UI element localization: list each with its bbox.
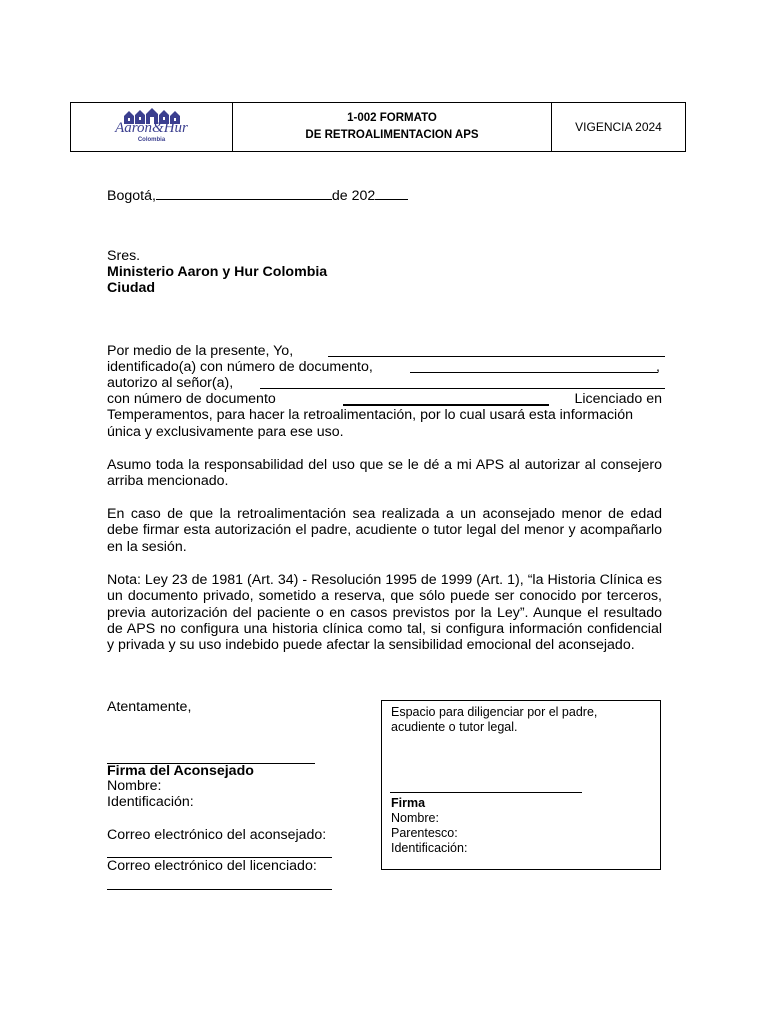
licenciado-name-blank[interactable] xyxy=(260,388,665,389)
guardian-parentesco-label: Parentesco: xyxy=(391,826,458,840)
name-blank[interactable] xyxy=(328,356,665,357)
recipient-sres: Sres. xyxy=(107,248,141,264)
consent-line-4a: con número de documento xyxy=(107,391,276,407)
date-city: Bogotá, xyxy=(107,188,156,204)
date-line xyxy=(107,187,408,204)
guardian-box xyxy=(381,700,661,870)
nota-paragraph: Nota: Ley 23 de 1981 (Art. 34) - Resolución 1995 de 1999 (Art. 1), “la Historia Clínica es un documento privado, sometido a reserva, que sólo puede ser conocido por terceros, previa autorización del paciente o en casos previstos por la Ley”. Aunque el resultado de APS no configura una historia clínica como tal, si configura información confidencial y privada y su uso indebido puede afectar la sensibilidad emocional del aconsejado. xyxy=(107,572,662,654)
menor-paragraph: En caso de que la retroalimentación sea realizada a un aconsejado menor de edad debe firmar esta autorización el padre, acudiente o tutor legal del menor y acompañarlo en la sesión. xyxy=(107,506,662,555)
consent-line-1: Por medio de la presente, Yo, xyxy=(107,343,294,359)
firma-aconsejado-label: Firma del Aconsejado xyxy=(107,763,254,779)
form-code: 1-002 FORMATO xyxy=(347,112,437,124)
recipient-city: Ciudad xyxy=(107,280,156,296)
logo xyxy=(102,106,202,148)
correo-aconsejado-label: Correo electrónico del aconsejado: xyxy=(107,827,327,843)
nombre-label: Nombre: xyxy=(107,778,162,794)
guardian-identificacion-label: Identificación: xyxy=(391,841,468,855)
logo-text: Aaron&Hur xyxy=(115,120,188,136)
form-name: DE RETROALIMENTACION APS xyxy=(305,129,479,141)
logo-cell xyxy=(71,103,233,151)
consent-line-2: identificado(a) con número de documento, xyxy=(107,359,373,375)
consent-line-5: Temperamentos, para hacer la retroalimentación, por lo cual usará esta información xyxy=(107,407,633,423)
logo-subtitle: Colombia xyxy=(137,137,166,143)
consent-line-3: autorizo al señor(a), xyxy=(107,375,234,391)
date-mid: de 202 xyxy=(331,188,376,204)
document-header xyxy=(70,102,686,152)
date-day-blank[interactable] xyxy=(156,187,332,200)
licenciado-document-blank[interactable] xyxy=(343,404,549,406)
responsabilidad-paragraph: Asumo toda la responsabilidad del uso que se le dé a mi APS al autorizar al consejero arriba mencionado. xyxy=(107,457,662,490)
recipient-org: Ministerio Aaron y Hur Colombia xyxy=(107,264,328,280)
guardian-nombre-label: Nombre: xyxy=(391,811,439,825)
correo-licenciado-blank[interactable] xyxy=(107,889,332,890)
date-year-blank[interactable] xyxy=(375,187,408,200)
identificacion-label: Identificación: xyxy=(107,794,194,810)
guardian-firma-label: Firma xyxy=(391,796,426,810)
consent-line-6: única y exclusivamente para ese uso. xyxy=(107,424,344,440)
consent-comma: , xyxy=(656,359,660,375)
document-number-blank[interactable] xyxy=(410,372,658,373)
consent-line-4b: Licenciado en xyxy=(574,391,662,407)
form-title xyxy=(233,103,552,151)
guardian-note: Espacio para diligenciar por el padre, acudiente o tutor legal. xyxy=(391,705,598,734)
guardian-signature-blank[interactable] xyxy=(390,792,582,793)
correo-licenciado-label: Correo electrónico del licenciado: xyxy=(107,858,317,874)
closing: Atentamente, xyxy=(107,699,192,715)
vigencia-label: VIGENCIA 2024 xyxy=(575,120,662,134)
